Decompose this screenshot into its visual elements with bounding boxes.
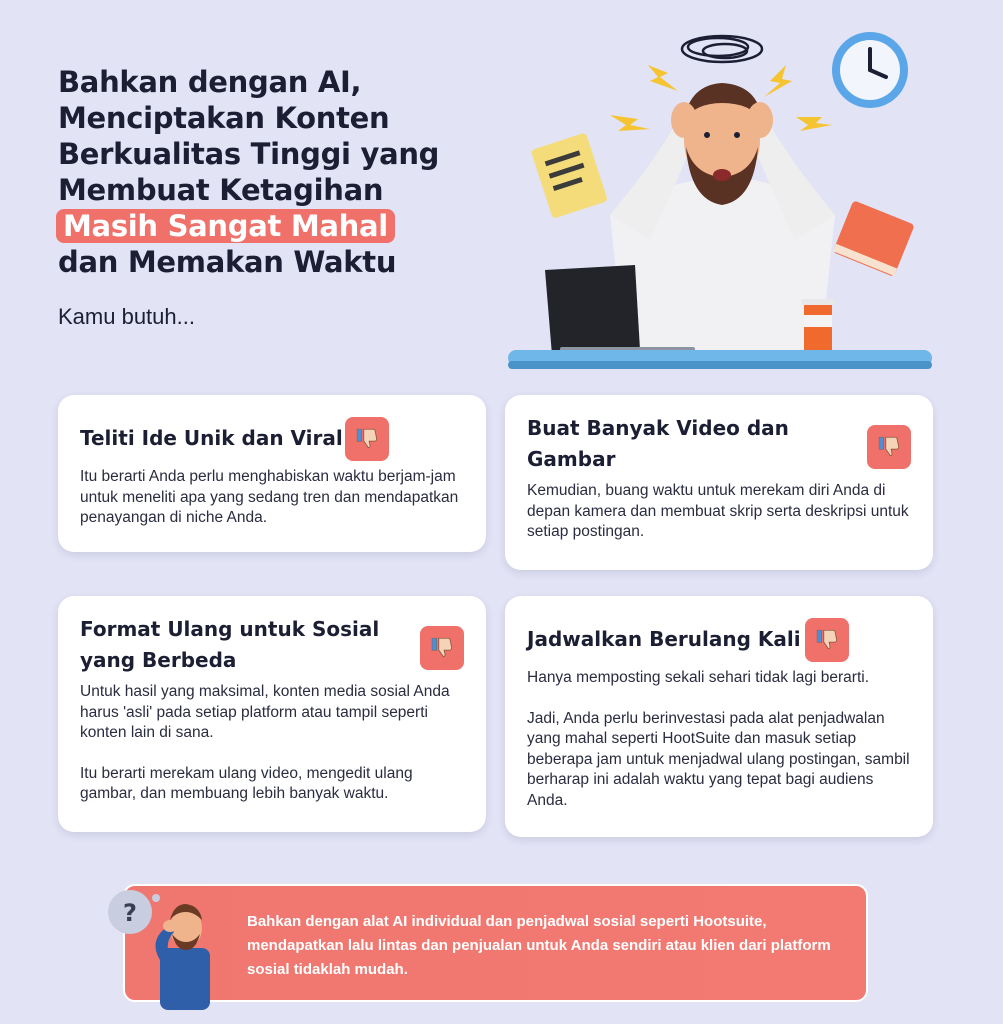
card-body bbox=[527, 481, 911, 543]
svg-text:?: ? bbox=[123, 899, 137, 927]
card-research-ideas bbox=[58, 395, 486, 552]
headline-highlight: Masih Sangat Mahal bbox=[56, 209, 395, 243]
thumbs-down-icon bbox=[345, 417, 389, 461]
headline-line-1: Bahkan dengan AI, bbox=[58, 65, 362, 99]
banner-text: Bahkan dengan alat AI individual dan penjadwal sosial seperti Hootsuite, mendapatkan lalu lintas dan penjualan untuk Anda sendiri atau klien dari platform sosial tidaklah mudah. bbox=[247, 913, 831, 978]
thinking-man-illustration bbox=[98, 880, 228, 1010]
card-title: Jadwalkan Berulang Kali bbox=[527, 627, 801, 651]
paper-icon bbox=[531, 132, 608, 218]
book-icon bbox=[833, 200, 915, 277]
card-schedule-repeatedly bbox=[505, 596, 933, 837]
scribble-icon bbox=[682, 36, 762, 62]
stressed-man-illustration bbox=[500, 25, 940, 375]
card-paragraph: Itu berarti merekam ulang video, mengedit ulang gambar, dan membuang lebih banyak waktu. bbox=[80, 764, 413, 802]
card-paragraph: Jadi, Anda perlu berinvestasi pada alat penjadwalan yang mahal seperti HootSuite dan masuk setiap beberapa jam untuk menjadwal ulang postingan, sambil berharap ini adalah waktu yang tepat bagi audiens Anda. bbox=[527, 709, 910, 809]
page-headline bbox=[58, 64, 518, 280]
subheading: Kamu butuh... bbox=[58, 304, 195, 329]
card-title: Teliti Ide Unik dan Viral bbox=[80, 426, 343, 450]
card-title: Format Ulang untuk Sosial yang Berbeda bbox=[80, 617, 380, 672]
card-body bbox=[527, 668, 911, 811]
headline-line-6: dan Memakan Waktu bbox=[58, 245, 397, 279]
card-title: Buat Banyak Video dan Gambar bbox=[527, 416, 789, 471]
coffee-cup-icon bbox=[801, 299, 835, 353]
card-paragraph: Itu berarti Anda perlu menghabiskan waktu berjam-jam untuk meneliti apa yang sedang tren dan mendapatkan penayangan di niche Anda. bbox=[80, 468, 459, 526]
clock-icon bbox=[832, 32, 908, 108]
thumbs-down-icon bbox=[420, 626, 464, 670]
bottom-banner bbox=[123, 884, 868, 1002]
question-mark-icon bbox=[108, 890, 160, 934]
card-paragraph: Kemudian, buang waktu untuk merekam diri Anda di depan kamera dan membuat skrip serta deskripsi untuk setiap postingan. bbox=[527, 482, 909, 540]
card-reformat-social bbox=[58, 596, 486, 832]
card-create-videos bbox=[505, 395, 933, 570]
card-paragraph: Untuk hasil yang maksimal, konten media sosial Anda harus 'asli' pada setiap platform atau tampil seperti konten lain di sana. bbox=[80, 683, 450, 741]
headline-line-4: Membuat Ketagihan bbox=[58, 173, 384, 207]
card-paragraph: Hanya memposting sekali sehari tidak lagi berarti. bbox=[527, 669, 870, 686]
thumbs-down-icon bbox=[805, 618, 849, 662]
headline-line-2: Menciptakan Konten bbox=[58, 101, 390, 135]
card-body bbox=[80, 467, 464, 529]
thumbs-down-icon bbox=[867, 425, 911, 469]
headline-line-3: Berkualitas Tinggi yang bbox=[58, 137, 440, 171]
card-body bbox=[80, 682, 464, 805]
